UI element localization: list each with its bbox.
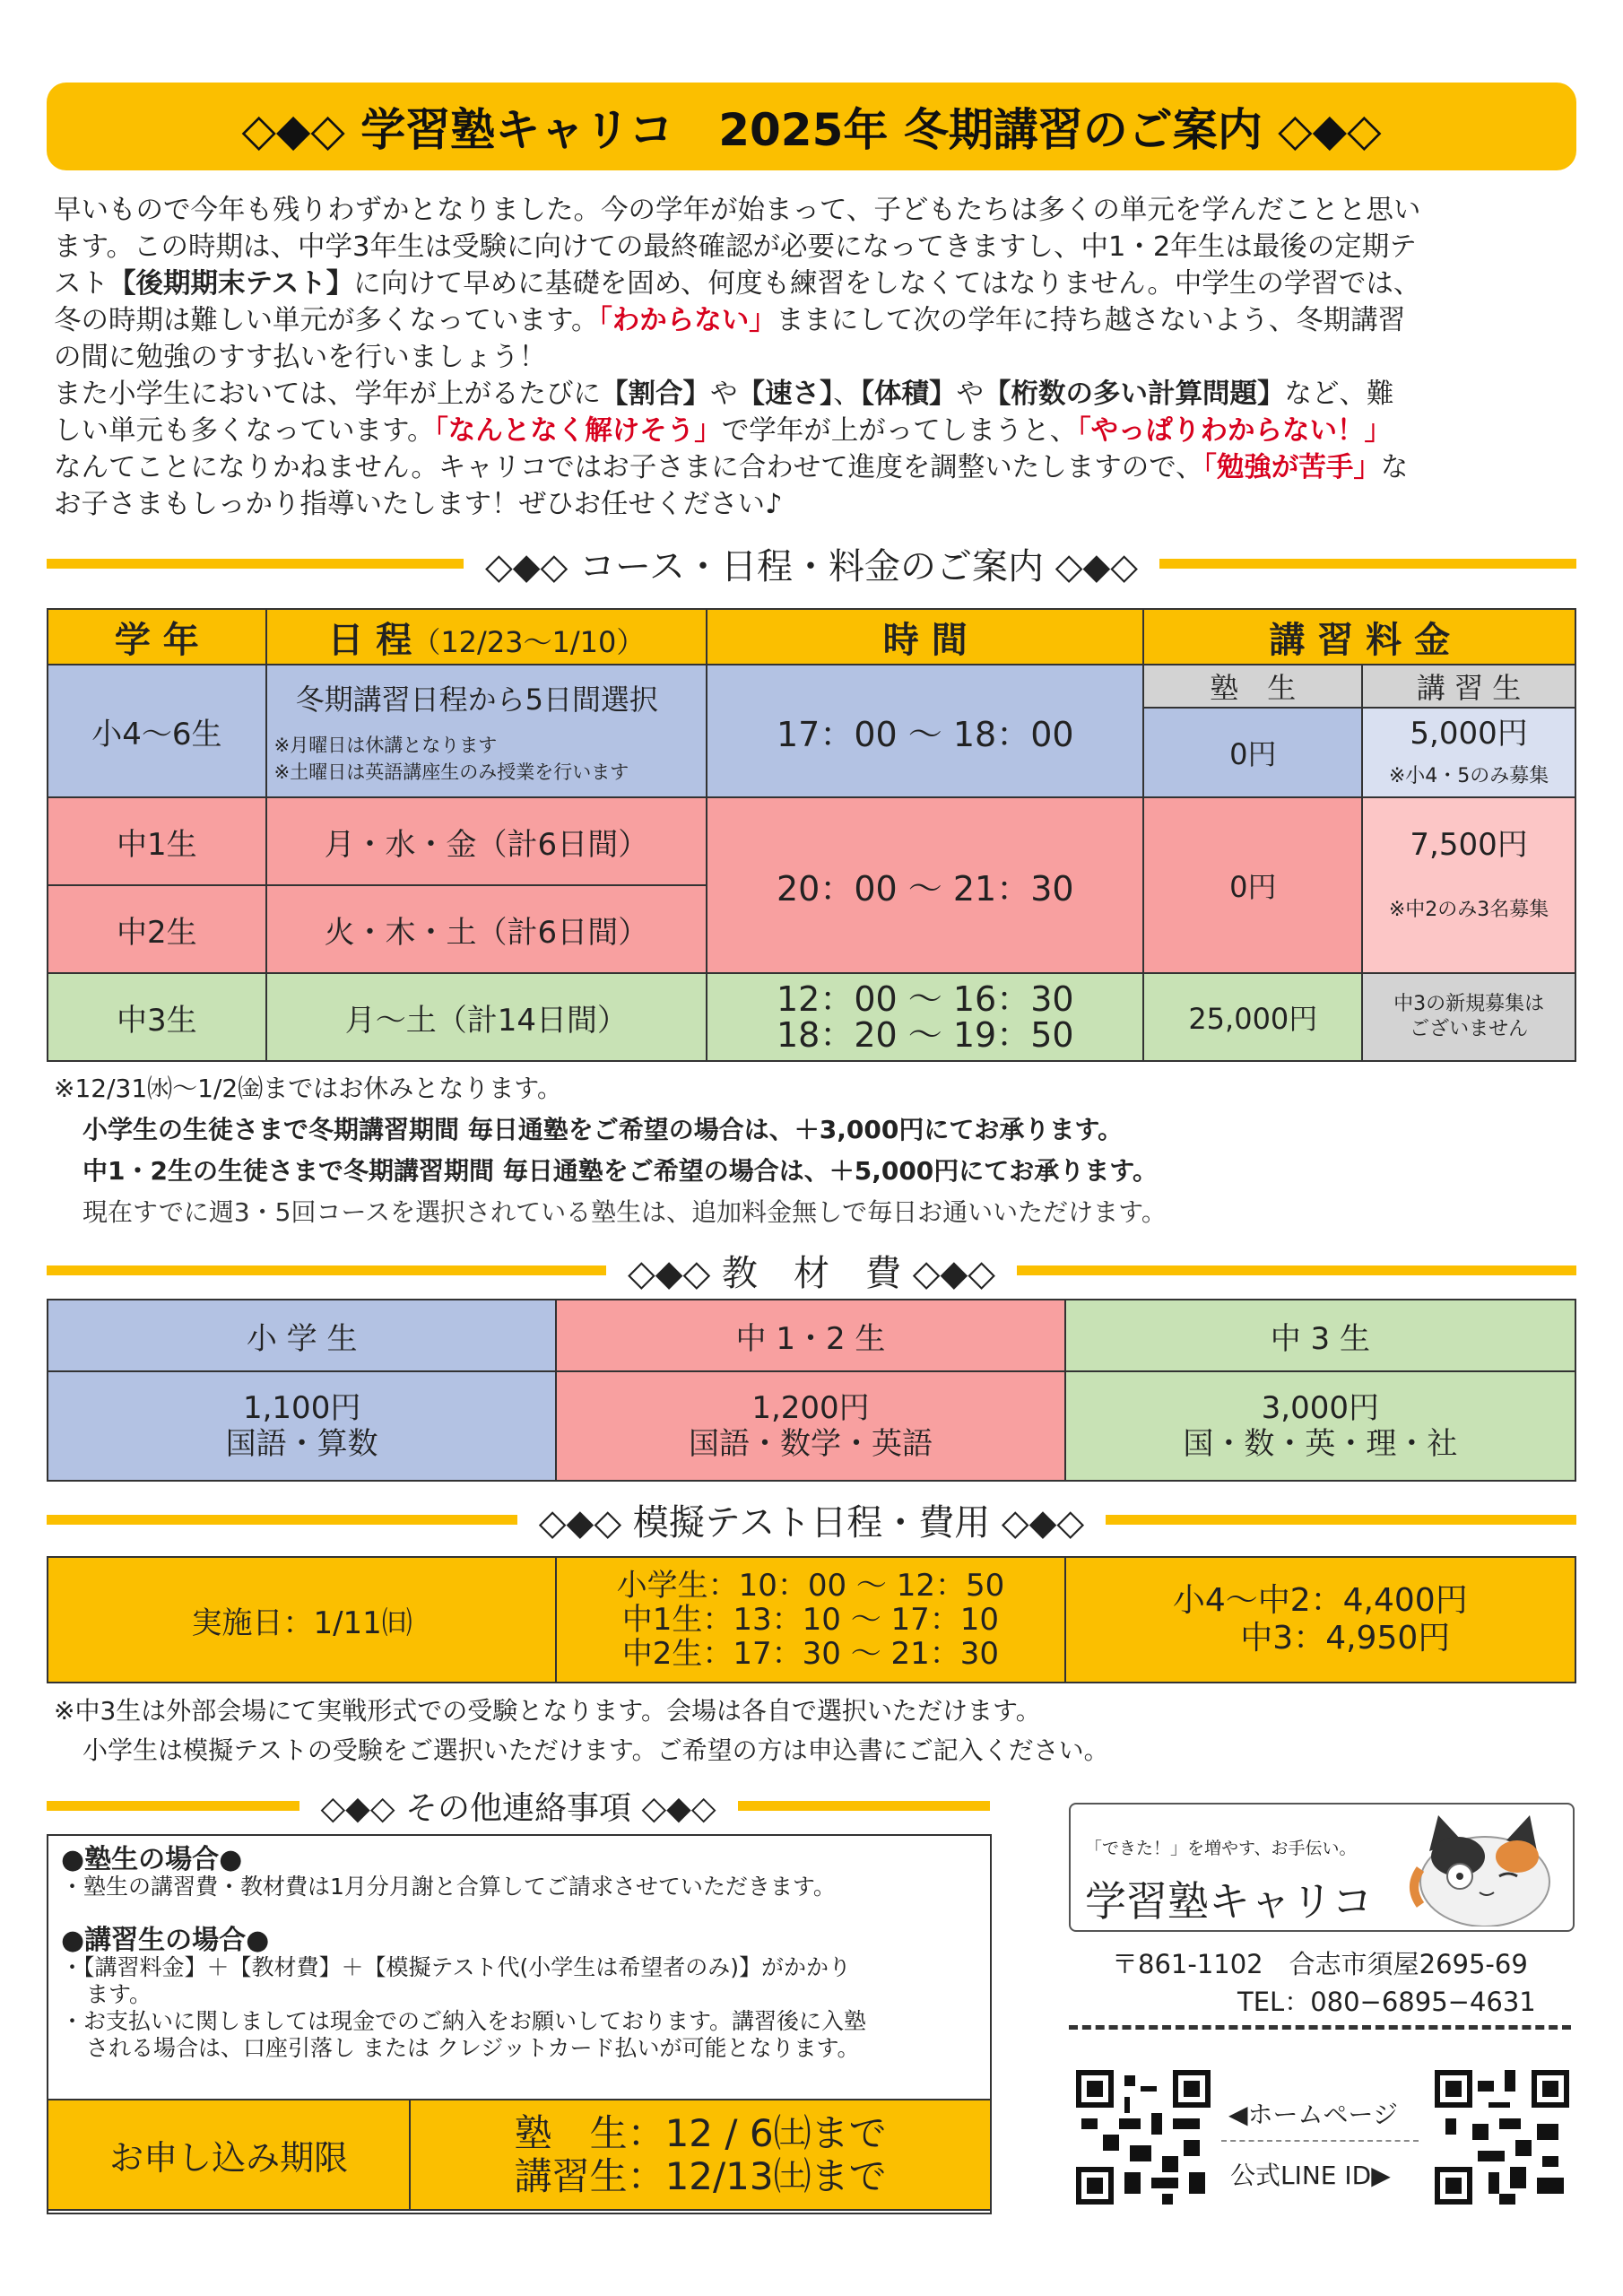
schedule-note-jh: 中1・2生の生徒さまで冬期講習期間 毎日通塾をご希望の場合は、＋5,000円にてお承ります。 [82,1156,1159,1186]
header-dates: 日 程（12/23〜1/10） [266,609,707,665]
grade-jh1: 中1生 [48,797,266,885]
fee-trial-jh12-note: ※中2のみ3名募集 [1362,885,1575,973]
intro-text [54,192,1578,523]
member-text: ・塾生の講習費・教材費は1月分月謝と合算してご請求させていただきます。 [61,1874,836,1900]
header-grade: 学 年 [48,609,266,665]
intro-line: ます。この時期は、中学3年生は受験に向けての最終確認が必要になってきますし、中1・2年生は最後の定期テ [54,231,1417,263]
deadline-table [47,2099,992,2211]
fee-member-header: 塾 生 [1143,665,1362,708]
trial-head: ●講習生の場合● [61,1925,270,1956]
fee-trial-elem: 5,000円 [1362,708,1575,752]
brand-address: 〒861-1102 合志市須屋2695-69 [1112,1949,1528,1979]
section-header-course: ◇◆◇ コース・日程・料金のご案内 ◇◆◇ [47,538,1576,589]
trial-text: される場合は、口座引落し または クレジットカード払いが可能となります。 [86,2035,860,2061]
materials-grade: 中 1・2 生 [556,1300,1064,1371]
intro-line: お子さまもしっかり指導いたします！ぜひお任せください♪ [54,489,783,520]
schedule-note-members: 現在すでに週3・5回コースを選択されている塾生は、追加料金無しで毎日お通いいただけます。 [82,1197,1167,1227]
intro-line: の間に勉強のすす払いを行いましょう！ [54,342,547,373]
grade-elem: 小4〜6生 [48,665,266,797]
mock-date: 実施日：1/11㈰ [48,1557,556,1683]
header-time: 時 間 [707,609,1143,665]
fee-member-elem: 0円 [1143,708,1362,797]
materials-table [47,1299,1576,1482]
intro-line: スト【後期期末テスト】に向けて早めに基礎を固め、何度も練習をしなくてはなりません。中学生の学習では、 [54,268,1421,300]
deadline-label: お申し込み期限 [48,2100,410,2210]
mock-table [47,1556,1576,1683]
mock-note: 小学生は模擬テストの受験をご選択いただけます。ご希望の方は申込書にご記入ください。 [82,1735,1109,1765]
header-fee: 講 習 料 金 [1143,609,1575,665]
mock-prices: 小4〜中2：4,400円 中3：4,950円 [1065,1557,1575,1683]
dates-jh3: 月〜土（計14日間） [266,973,707,1061]
intro-line: なんてことになりかねません。キャリコではお子さまに合わせて進度を調整いたしますので、「勉強が苦手」な [54,452,1409,483]
materials-grade: 中 3 生 [1065,1300,1575,1371]
intro-line: 早いもので今年も残りわずかとなりました。今の学年が始まって、子どもたちは多くの単元を学んだことと思い [54,195,1421,226]
section-header-mock: ◇◆◇ 模擬テスト日程・費用 ◇◆◇ [47,1494,1576,1545]
trial-text: ・【講習料金】＋【教材費】＋【模擬テスト代(小学生は希望者のみ)】がかかり [61,1954,852,1980]
member-head: ●塾生の場合● [61,1844,243,1875]
grade-jh3: 中3生 [48,973,266,1061]
dates-jh1: 月・水・金（計6日間） [266,797,707,885]
schedule-table [47,608,1576,1062]
dates-jh2: 火・木・土（計6日間） [266,885,707,973]
line-link[interactable]: 公式LINE ID▶ [1230,2161,1391,2190]
qr-homepage-icon[interactable] [1076,2070,1211,2205]
fee-trial-elem-note: ※小4・5のみ募集 [1362,752,1575,797]
divider [1221,2140,1419,2142]
intro-line: また小学生においては、学年が上がるたびに【割合】や【速さ】、【体積】や【桁数の多い計算問題】など、難 [54,378,1394,410]
time-jh12: 20：00 〜 21：30 [707,797,1143,973]
divider [1069,2025,1571,2030]
intro-line: 冬の時期は難しい単元が多くなっています。「わからない」ままにして次の学年に持ち越さないよう、冬期講習 [54,305,1406,336]
dates-elem: 冬期講習日程から5日間選択 ※月曜日は休講となります ※土曜日は英語講座生のみ授業を行います [266,665,707,797]
schedule-note-elem: 小学生の生徒さまで冬期講習期間 毎日通塾をご希望の場合は、＋3,000円にてお承ります。 [82,1115,1124,1144]
brand-card [1069,1803,1575,1932]
brand-tel: TEL：080−6895−4631 [1237,1987,1536,2017]
page-title: ◇◆◇ 学習塾キャリコ 2025年 冬期講習のご案内 ◇◆◇ [47,83,1576,170]
fee-member-jh12: 0円 [1143,797,1362,973]
section-header-materials: ◇◆◇ 教 材 費 ◇◆◇ [47,1245,1576,1296]
homepage-link[interactable]: ◀ホームページ [1228,2100,1398,2129]
schedule-note-holiday: ※12/31㈬〜1/2㈮まではお休みとなります。 [54,1074,562,1103]
brand-tagline: 「できた！」を増やす、お手伝い。 [1085,1839,1357,1858]
intro-line: しい単元も多くなっています。「なんとなく解けそう」で学年が上がってしまうと、「やっぱりわからない！」 [54,415,1393,447]
materials-grade: 小 学 生 [48,1300,556,1371]
materials-price: 1,200円 国語・数学・英語 [556,1371,1064,1481]
cat-mascot-icon [1402,1806,1564,1926]
section-header-other: ◇◆◇ その他連絡事項 ◇◆◇ [47,1783,990,1829]
trial-text: ・お支払いに関しましては現金でのご納入をお願いしております。講習後に入塾 [61,2008,867,2034]
brand-name: 学習塾キャリコ [1085,1877,1374,1926]
fee-trial-jh3: 中3の新規募集は ございません [1362,973,1575,1061]
grade-jh2: 中2生 [48,885,266,973]
trial-text: ます。 [86,1981,152,2007]
fee-trial-jh12: 7,500円 [1362,797,1575,885]
qr-line-icon[interactable] [1435,2070,1569,2205]
time-jh3: 12：00 〜 16：30 18：20 〜 19：50 [707,973,1143,1061]
fee-member-jh3: 25,000円 [1143,973,1362,1061]
mock-times: 小学生：10：00 〜 12：50 中1生：13：10 〜 17：10 中2生：17：30 〜 21：30 [556,1557,1064,1683]
materials-price: 1,100円 国語・算数 [48,1371,556,1481]
fee-trial-header: 講 習 生 [1362,665,1575,708]
mock-note: ※中3生は外部会場にて実戦形式での受験となります。会場は各自で選択いただけます。 [54,1696,1041,1726]
time-elem: 17：00 〜 18：00 [707,665,1143,797]
deadline-dates: 塾 生：12 / 6㈯まで 講習生：12/13㈯まで [410,2100,991,2210]
materials-price: 3,000円 国・数・英・理・社 [1065,1371,1575,1481]
